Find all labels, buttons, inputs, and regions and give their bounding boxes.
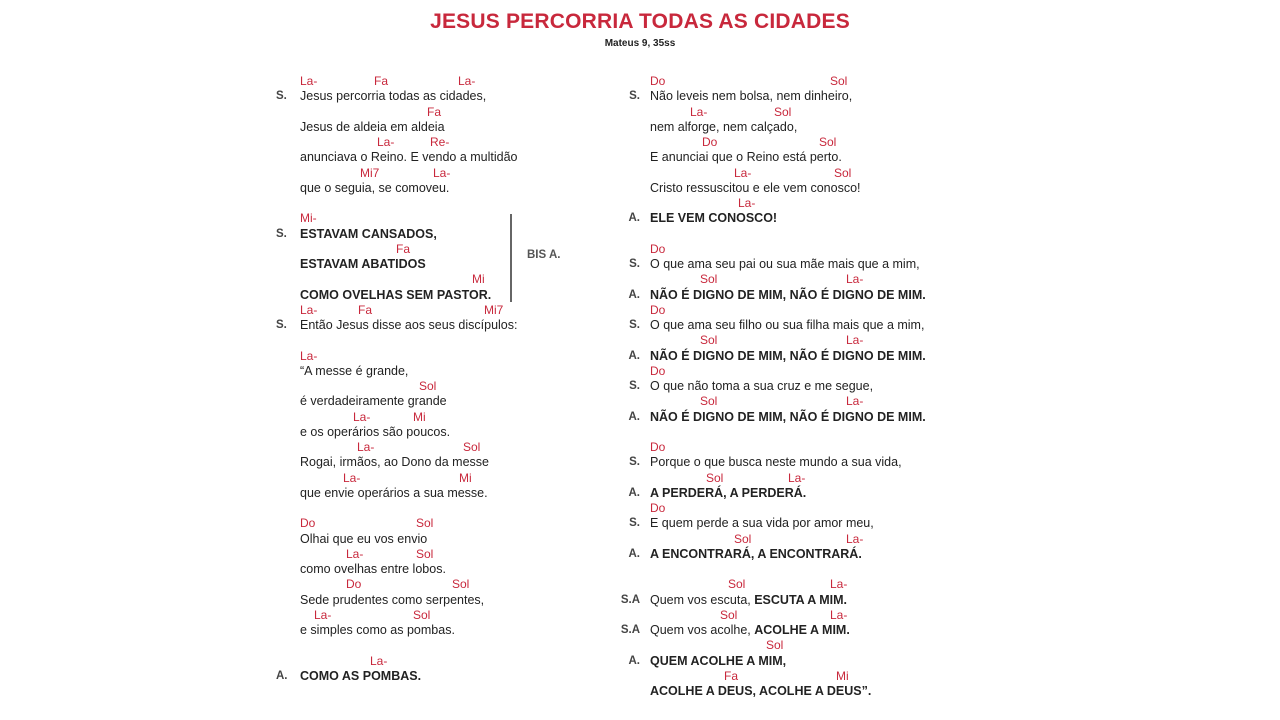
lyric (300, 288, 491, 303)
lyric (300, 532, 427, 547)
chord: Do (650, 302, 666, 317)
lyric-line (276, 318, 606, 333)
bis-bracket-line (510, 214, 512, 302)
lyric (650, 318, 924, 333)
chord: La- (353, 409, 371, 424)
lyric-text: que envie operários a sua messe. (300, 485, 488, 500)
lyric (300, 120, 445, 135)
lyric-line (276, 288, 606, 303)
lyric-line (276, 455, 606, 470)
chord: La- (846, 272, 864, 287)
chord-line (276, 135, 606, 150)
chord: Mi (472, 272, 485, 287)
chord: Sol (774, 104, 792, 119)
chord: Mi (459, 470, 472, 485)
lyric (300, 318, 517, 333)
chord: Mi7 (360, 165, 380, 180)
lyric-line (614, 516, 974, 531)
singer-marker: S. (629, 380, 640, 392)
lyric (650, 120, 797, 135)
chord-line (614, 166, 974, 181)
lyric-line (614, 684, 974, 699)
lyric (300, 394, 447, 409)
chord-line (276, 211, 606, 226)
chord-line (614, 440, 974, 455)
chord: Sol (419, 379, 437, 393)
chord-line (276, 166, 606, 181)
lyric-line (614, 349, 974, 364)
chord: La- (846, 394, 864, 409)
chord: Sol (700, 394, 718, 409)
chord: Mi (413, 409, 426, 424)
chord: Fa (427, 104, 442, 119)
chord: Do (650, 501, 666, 515)
chord: La- (433, 165, 451, 180)
lyric-text: E anunciai que o Reino está perto. (650, 150, 842, 165)
chord: Do (650, 363, 666, 378)
lyric-text: Jesus percorria todas as cidades, (300, 89, 487, 104)
lyric-line (276, 669, 606, 684)
chord: Mi7 (484, 302, 504, 317)
lyric-line (276, 562, 606, 577)
chord-line (276, 410, 606, 425)
lyric (650, 211, 777, 226)
chord: La- (846, 531, 864, 546)
lyric (300, 623, 455, 638)
chord-line (276, 608, 606, 623)
singer-marker: A. (628, 288, 640, 301)
spacer (276, 196, 606, 211)
chord: La- (734, 165, 752, 180)
chord: Sol (416, 516, 434, 531)
lyric-line (276, 150, 606, 165)
lyric (650, 593, 847, 608)
chord: La- (846, 333, 864, 348)
chord-line (614, 532, 974, 547)
spacer (276, 501, 606, 516)
chord: Do (300, 516, 316, 531)
lyric (650, 89, 852, 104)
chord: La- (300, 74, 318, 88)
lyric-line (276, 120, 606, 135)
chord: Do (650, 74, 666, 88)
chord-line (614, 394, 974, 409)
lyric-line (614, 120, 974, 135)
spacer (276, 638, 606, 653)
chord-line (276, 654, 606, 669)
chord: Do (346, 577, 362, 592)
chord: La- (830, 607, 848, 622)
chord: Sol (766, 638, 784, 653)
chord-line (276, 303, 606, 318)
lyric-line (614, 486, 974, 501)
chord: Re- (430, 135, 450, 149)
lyric-text: Rogai, irmãos, ao Dono da messe (300, 455, 489, 470)
chord-line (276, 379, 606, 394)
lyric-line (614, 318, 974, 333)
lyric (650, 684, 871, 699)
lyric-line (614, 181, 974, 196)
lyric-text: Não leveis nem bolsa, nem dinheiro, (650, 89, 853, 104)
lyric-line (614, 379, 974, 394)
lyric (300, 455, 489, 470)
lyric-text: Quem vos escuta, (650, 592, 755, 607)
chord: La- (357, 440, 375, 454)
lyric-text: e simples como as pombas. (300, 623, 455, 637)
chord-line (614, 333, 974, 348)
chord: Fa (358, 302, 373, 317)
singer-marker: S. (276, 319, 287, 331)
lyric-text: Jesus de aldeia em aldeia (300, 119, 445, 134)
lyric-line (276, 364, 606, 379)
chord: Do (650, 241, 666, 256)
lyric-text: Olhai que eu vos envio (300, 531, 428, 546)
chord-line (614, 638, 974, 653)
lyric-text: e os operários são poucos. (300, 424, 451, 439)
chord-line (614, 303, 974, 318)
singer-marker: S. (276, 227, 287, 240)
lyric (300, 669, 421, 684)
lyric (650, 623, 850, 638)
chord-line (614, 272, 974, 287)
lyric-line (614, 547, 974, 562)
chord-line (276, 440, 606, 455)
chord: La- (314, 607, 332, 622)
lyric-text: O que não toma a sua cruz e me segue, (650, 379, 874, 393)
chord-line (614, 501, 974, 516)
lyric (300, 486, 488, 501)
lyric (300, 257, 426, 272)
chord-line (276, 272, 606, 287)
chord: La- (300, 302, 318, 317)
lyric-text: ELE VEM CONOSCO! (650, 211, 778, 226)
lyric-text: nem alforge, nem calçado, (650, 119, 798, 134)
lyric-text: NÃO É DIGNO DE MIM, NÃO É DIGNO DE MIM. (650, 348, 926, 363)
lyric-line (276, 181, 606, 196)
lyric-text: O que ama seu filho ou sua filha mais que a mim, (650, 318, 925, 332)
lyric-text: Então Jesus disse aos seus discípulos: (300, 318, 518, 332)
chord: Mi- (300, 211, 317, 226)
lyric-text: O que ama seu pai ou sua mãe mais que a mim, (650, 257, 920, 271)
lyric-line (614, 593, 974, 608)
lyric-text: QUEM ACOLHE A MIM, (650, 653, 787, 668)
lyric-response: ESCUTA A MIM. (754, 592, 848, 607)
lyric-text: E quem perde a sua vida por amor meu, (650, 516, 874, 531)
chord-line (614, 364, 974, 379)
chord: Sol (706, 470, 724, 485)
chord-line (614, 135, 974, 150)
chord-line (614, 105, 974, 120)
lyric (650, 349, 926, 364)
chord: Sol (700, 333, 718, 348)
chord: Fa (396, 241, 411, 256)
chord: Sol (413, 607, 431, 622)
chord: La- (343, 470, 361, 485)
chord-line (614, 471, 974, 486)
lyric-text: é verdadeiramente grande (300, 394, 447, 409)
lyric-response: ACOLHE A MIM. (754, 623, 850, 637)
lyric (650, 547, 862, 562)
lyric-text: Sede prudentes como serpentes, (300, 592, 485, 607)
chord: Do (702, 135, 718, 149)
chord-line (614, 196, 974, 211)
chord: Sol (452, 577, 470, 592)
singer-marker: A. (628, 410, 640, 423)
singer-marker: S. (629, 90, 640, 103)
chord: La- (346, 546, 364, 561)
chord: Sol (830, 74, 848, 88)
lyric (650, 181, 861, 196)
chord: Sol (834, 165, 852, 180)
lyric-line (614, 89, 974, 104)
lyric-line (614, 654, 974, 669)
chord: Sol (728, 577, 746, 592)
chord: La- (370, 653, 388, 668)
chord-line (614, 608, 974, 623)
lyric-text: ACOLHE A DEUS, ACOLHE A DEUS”. (650, 684, 872, 698)
right-column (614, 74, 974, 699)
lyric-text: “A messe é grande, (300, 363, 409, 378)
spacer (614, 227, 974, 242)
singer-marker: A. (628, 547, 640, 560)
chord-line (276, 516, 606, 531)
lyric (300, 89, 486, 104)
lyric-line (614, 623, 974, 638)
lyric (650, 379, 873, 394)
lyric-text: como ovelhas entre lobos. (300, 562, 446, 576)
lyric-text: ESTAVAM CANSADOS, (300, 226, 437, 241)
singer-marker: A. (628, 349, 640, 362)
chord: Sol (734, 531, 752, 546)
lyric (650, 486, 806, 501)
chord-line (276, 349, 606, 364)
chord-line (276, 547, 606, 562)
chord: La- (300, 348, 318, 363)
lyric-line (276, 425, 606, 440)
chord-line (276, 471, 606, 486)
lyric (650, 288, 926, 303)
spacer (614, 562, 974, 577)
lyric-text: NÃO É DIGNO DE MIM, NÃO É DIGNO DE MIM. (650, 287, 926, 302)
chord-line (614, 242, 974, 257)
lyric-line (614, 455, 974, 470)
chord-line (614, 74, 974, 89)
lyric-line (276, 532, 606, 547)
lyric-text: A ENCONTRARÁ, A ENCONTRARÁ. (650, 546, 862, 561)
lyric (650, 257, 920, 272)
singer-marker: A. (628, 654, 640, 667)
singer-marker: S. (629, 456, 640, 469)
lyric-line (276, 394, 606, 409)
lyric (650, 410, 926, 425)
chord: Sol (416, 546, 434, 561)
spacer (614, 425, 974, 440)
lyric (300, 364, 408, 379)
lyric-line (614, 257, 974, 272)
lyric-line (614, 211, 974, 226)
lyric-text: A PERDERÁ, A PERDERÁ. (650, 485, 807, 500)
singer-marker: A. (628, 486, 640, 499)
lyric-text: anunciava o Reino. E vendo a multidão (300, 150, 518, 165)
chord: La- (377, 135, 395, 149)
left-column (276, 74, 606, 684)
singer-marker: S.A (620, 593, 640, 606)
chord: Do (650, 440, 666, 454)
spacer (276, 333, 606, 348)
chord-line (276, 105, 606, 120)
singer-marker: S.A (620, 624, 640, 636)
lyric (300, 227, 437, 242)
singer-marker: A. (628, 212, 640, 225)
lyric (300, 593, 484, 608)
lyric (300, 562, 446, 577)
chord: Sol (819, 135, 837, 149)
song-title: JESUS PERCORRIA TODAS AS CIDADES (430, 10, 850, 33)
chord-line (614, 577, 974, 592)
lyric-line (276, 227, 606, 242)
lyric-line (276, 89, 606, 104)
lyric-line (614, 150, 974, 165)
chord: La- (788, 470, 806, 485)
chord: La- (830, 577, 848, 592)
lyric-line (276, 623, 606, 638)
lyric-text: Cristo ressuscitou e ele vem conosco! (650, 180, 861, 195)
lyric (650, 516, 874, 531)
singer-marker: S. (629, 319, 640, 331)
lyric-line (276, 486, 606, 501)
chord: Fa (724, 668, 739, 683)
lyric-line (614, 410, 974, 425)
singer-marker: S. (629, 517, 640, 530)
scripture-reference: Mateus 9, 35ss (604, 38, 676, 49)
lyric (300, 150, 518, 165)
lyric-line (614, 288, 974, 303)
lyric (300, 425, 450, 440)
chord: La- (458, 74, 476, 88)
lyric-text: que o seguia, se comoveu. (300, 180, 450, 195)
lyric (650, 654, 786, 669)
lyric-text: Quem vos acolhe, (650, 623, 755, 637)
chord: Sol (720, 607, 738, 622)
lyric-text: NÃO É DIGNO DE MIM, NÃO É DIGNO DE MIM. (650, 409, 926, 424)
chord-line (276, 577, 606, 592)
singer-marker: A. (276, 669, 288, 682)
chord: Sol (700, 272, 718, 287)
lyric (650, 150, 842, 165)
lyric (650, 455, 902, 470)
chord: La- (690, 104, 708, 119)
chord: Sol (463, 440, 481, 454)
chord-line (276, 74, 606, 89)
chord: La- (738, 196, 756, 210)
singer-marker: S. (629, 258, 640, 270)
bis-label: BIS A. (527, 249, 561, 261)
chord: Mi (836, 668, 849, 683)
lyric-text: COMO AS POMBAS. (300, 668, 422, 683)
chord-line (614, 669, 974, 684)
chord: Fa (374, 74, 389, 88)
singer-marker: S. (276, 90, 287, 103)
lyric (300, 181, 449, 196)
lyric-text: COMO OVELHAS SEM PASTOR. (300, 287, 492, 302)
lyric-text: ESTAVAM ABATIDOS (300, 257, 426, 271)
lyric-text: Porque o que busca neste mundo a sua vida, (650, 455, 902, 470)
lyric-line (276, 593, 606, 608)
